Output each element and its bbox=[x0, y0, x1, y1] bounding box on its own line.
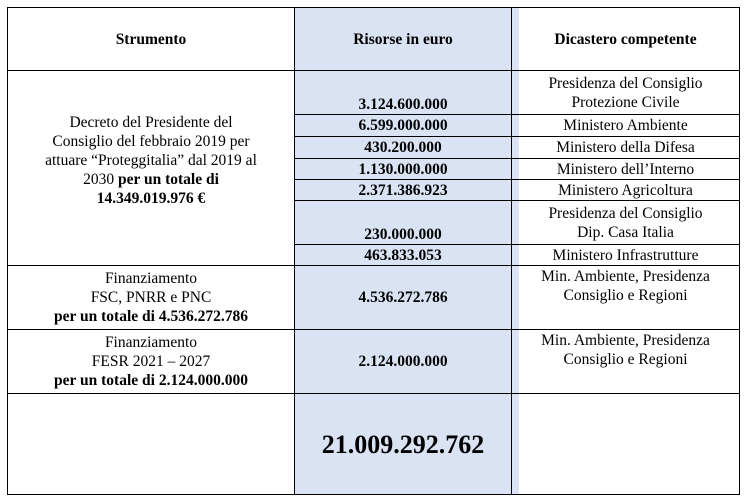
header-dicastero bbox=[512, 8, 739, 70]
dicastero-line: Consiglio e Regioni bbox=[563, 351, 688, 368]
dicastero-cell bbox=[512, 201, 739, 244]
group2-strumento bbox=[8, 266, 294, 329]
amount-value: 230.000.000 bbox=[364, 226, 442, 243]
dicastero-cell bbox=[512, 331, 739, 393]
group1-strumento-line: attuare “Proteggitalia” dal 2019 al bbox=[45, 152, 257, 169]
dicastero-line: Min. Ambiente, Presidenza bbox=[541, 268, 710, 285]
dicastero-cell bbox=[512, 267, 739, 329]
header-strumento bbox=[8, 8, 294, 70]
group3-strumento bbox=[8, 330, 294, 393]
amount-cell bbox=[295, 180, 511, 200]
amount-value: 4.536.272.786 bbox=[358, 289, 448, 306]
group3-strumento-total: per un totale di 2.124.000.000 bbox=[54, 372, 248, 389]
group3-strumento-line: FESR 2021 – 2027 bbox=[91, 353, 211, 370]
dicastero-cell bbox=[512, 71, 739, 114]
group1-strumento-line: Consiglio del febbraio 2019 per bbox=[52, 133, 250, 150]
table-border-left bbox=[7, 7, 8, 495]
group1-strumento-bold: per un totale di bbox=[117, 171, 219, 188]
grand-total-value: 21.009.292.762 bbox=[321, 429, 485, 459]
dicastero-line: Ministero dell’Interno bbox=[556, 160, 695, 178]
amount-cell bbox=[295, 71, 511, 114]
group2-strumento-line: Finanziamento bbox=[104, 270, 198, 287]
dicastero-cell bbox=[512, 245, 739, 265]
amount-cell bbox=[295, 201, 511, 244]
group2-strumento-total: per un totale di 4.536.272.786 bbox=[54, 308, 248, 325]
dicastero-cell bbox=[512, 159, 739, 179]
amount-cell bbox=[295, 115, 511, 136]
amount-value: 463.833.053 bbox=[364, 246, 442, 264]
group1-strumento-line: Decreto del Presidente del bbox=[69, 114, 233, 131]
amount-cell bbox=[295, 159, 511, 179]
dicastero-cell bbox=[512, 137, 739, 158]
amount-value: 3.124.600.000 bbox=[358, 96, 448, 113]
dicastero-cell bbox=[512, 115, 739, 136]
dicastero-line: Dip. Casa Italia bbox=[577, 223, 674, 241]
group1-strumento bbox=[8, 113, 294, 223]
resources-table bbox=[7, 7, 740, 495]
dicastero-line: Ministero Infrastrutture bbox=[552, 246, 699, 264]
dicastero-line: Ministero Agricoltura bbox=[558, 181, 693, 199]
dicastero-line: Consiglio e Regioni bbox=[563, 287, 688, 304]
amount-value: 430.200.000 bbox=[364, 139, 442, 156]
table-border-bottom bbox=[7, 494, 740, 495]
grand-total-cell bbox=[295, 394, 511, 494]
header-risorse-label: Risorse in euro bbox=[353, 30, 453, 48]
group3-strumento-line: Finanziamento bbox=[104, 334, 198, 351]
dicastero-line: Ministero Ambiente bbox=[563, 117, 688, 134]
amount-cell bbox=[295, 137, 511, 158]
amount-cell bbox=[295, 330, 511, 393]
table-border-right bbox=[739, 7, 740, 495]
group1-strumento-text: 2030 bbox=[83, 171, 118, 188]
amount-value: 1.130.000.000 bbox=[358, 160, 448, 178]
dicastero-line: Presidenza del Consiglio bbox=[548, 204, 703, 222]
header-dicastero-label: Dicastero competente bbox=[554, 30, 697, 48]
group1-strumento-line bbox=[45, 170, 257, 189]
group1-strumento-total: 14.349.019.976 € bbox=[96, 190, 206, 207]
header-risorse bbox=[295, 8, 511, 70]
group2-strumento-line: FSC, PNRR e PNC bbox=[90, 289, 212, 306]
amount-value: 6.599.000.000 bbox=[358, 117, 448, 134]
dicastero-cell bbox=[512, 180, 739, 200]
amount-value: 2.124.000.000 bbox=[358, 353, 448, 370]
dicastero-line: Min. Ambiente, Presidenza bbox=[541, 332, 710, 349]
amount-cell bbox=[295, 245, 511, 265]
dicastero-line: Presidenza del Consiglio bbox=[548, 74, 703, 92]
header-strumento-label: Strumento bbox=[115, 30, 187, 48]
dicastero-line: Protezione Civile bbox=[571, 93, 680, 111]
amount-value: 2.371.386.923 bbox=[358, 181, 448, 199]
amount-cell bbox=[295, 266, 511, 329]
dicastero-line: Ministero della Difesa bbox=[556, 139, 695, 156]
